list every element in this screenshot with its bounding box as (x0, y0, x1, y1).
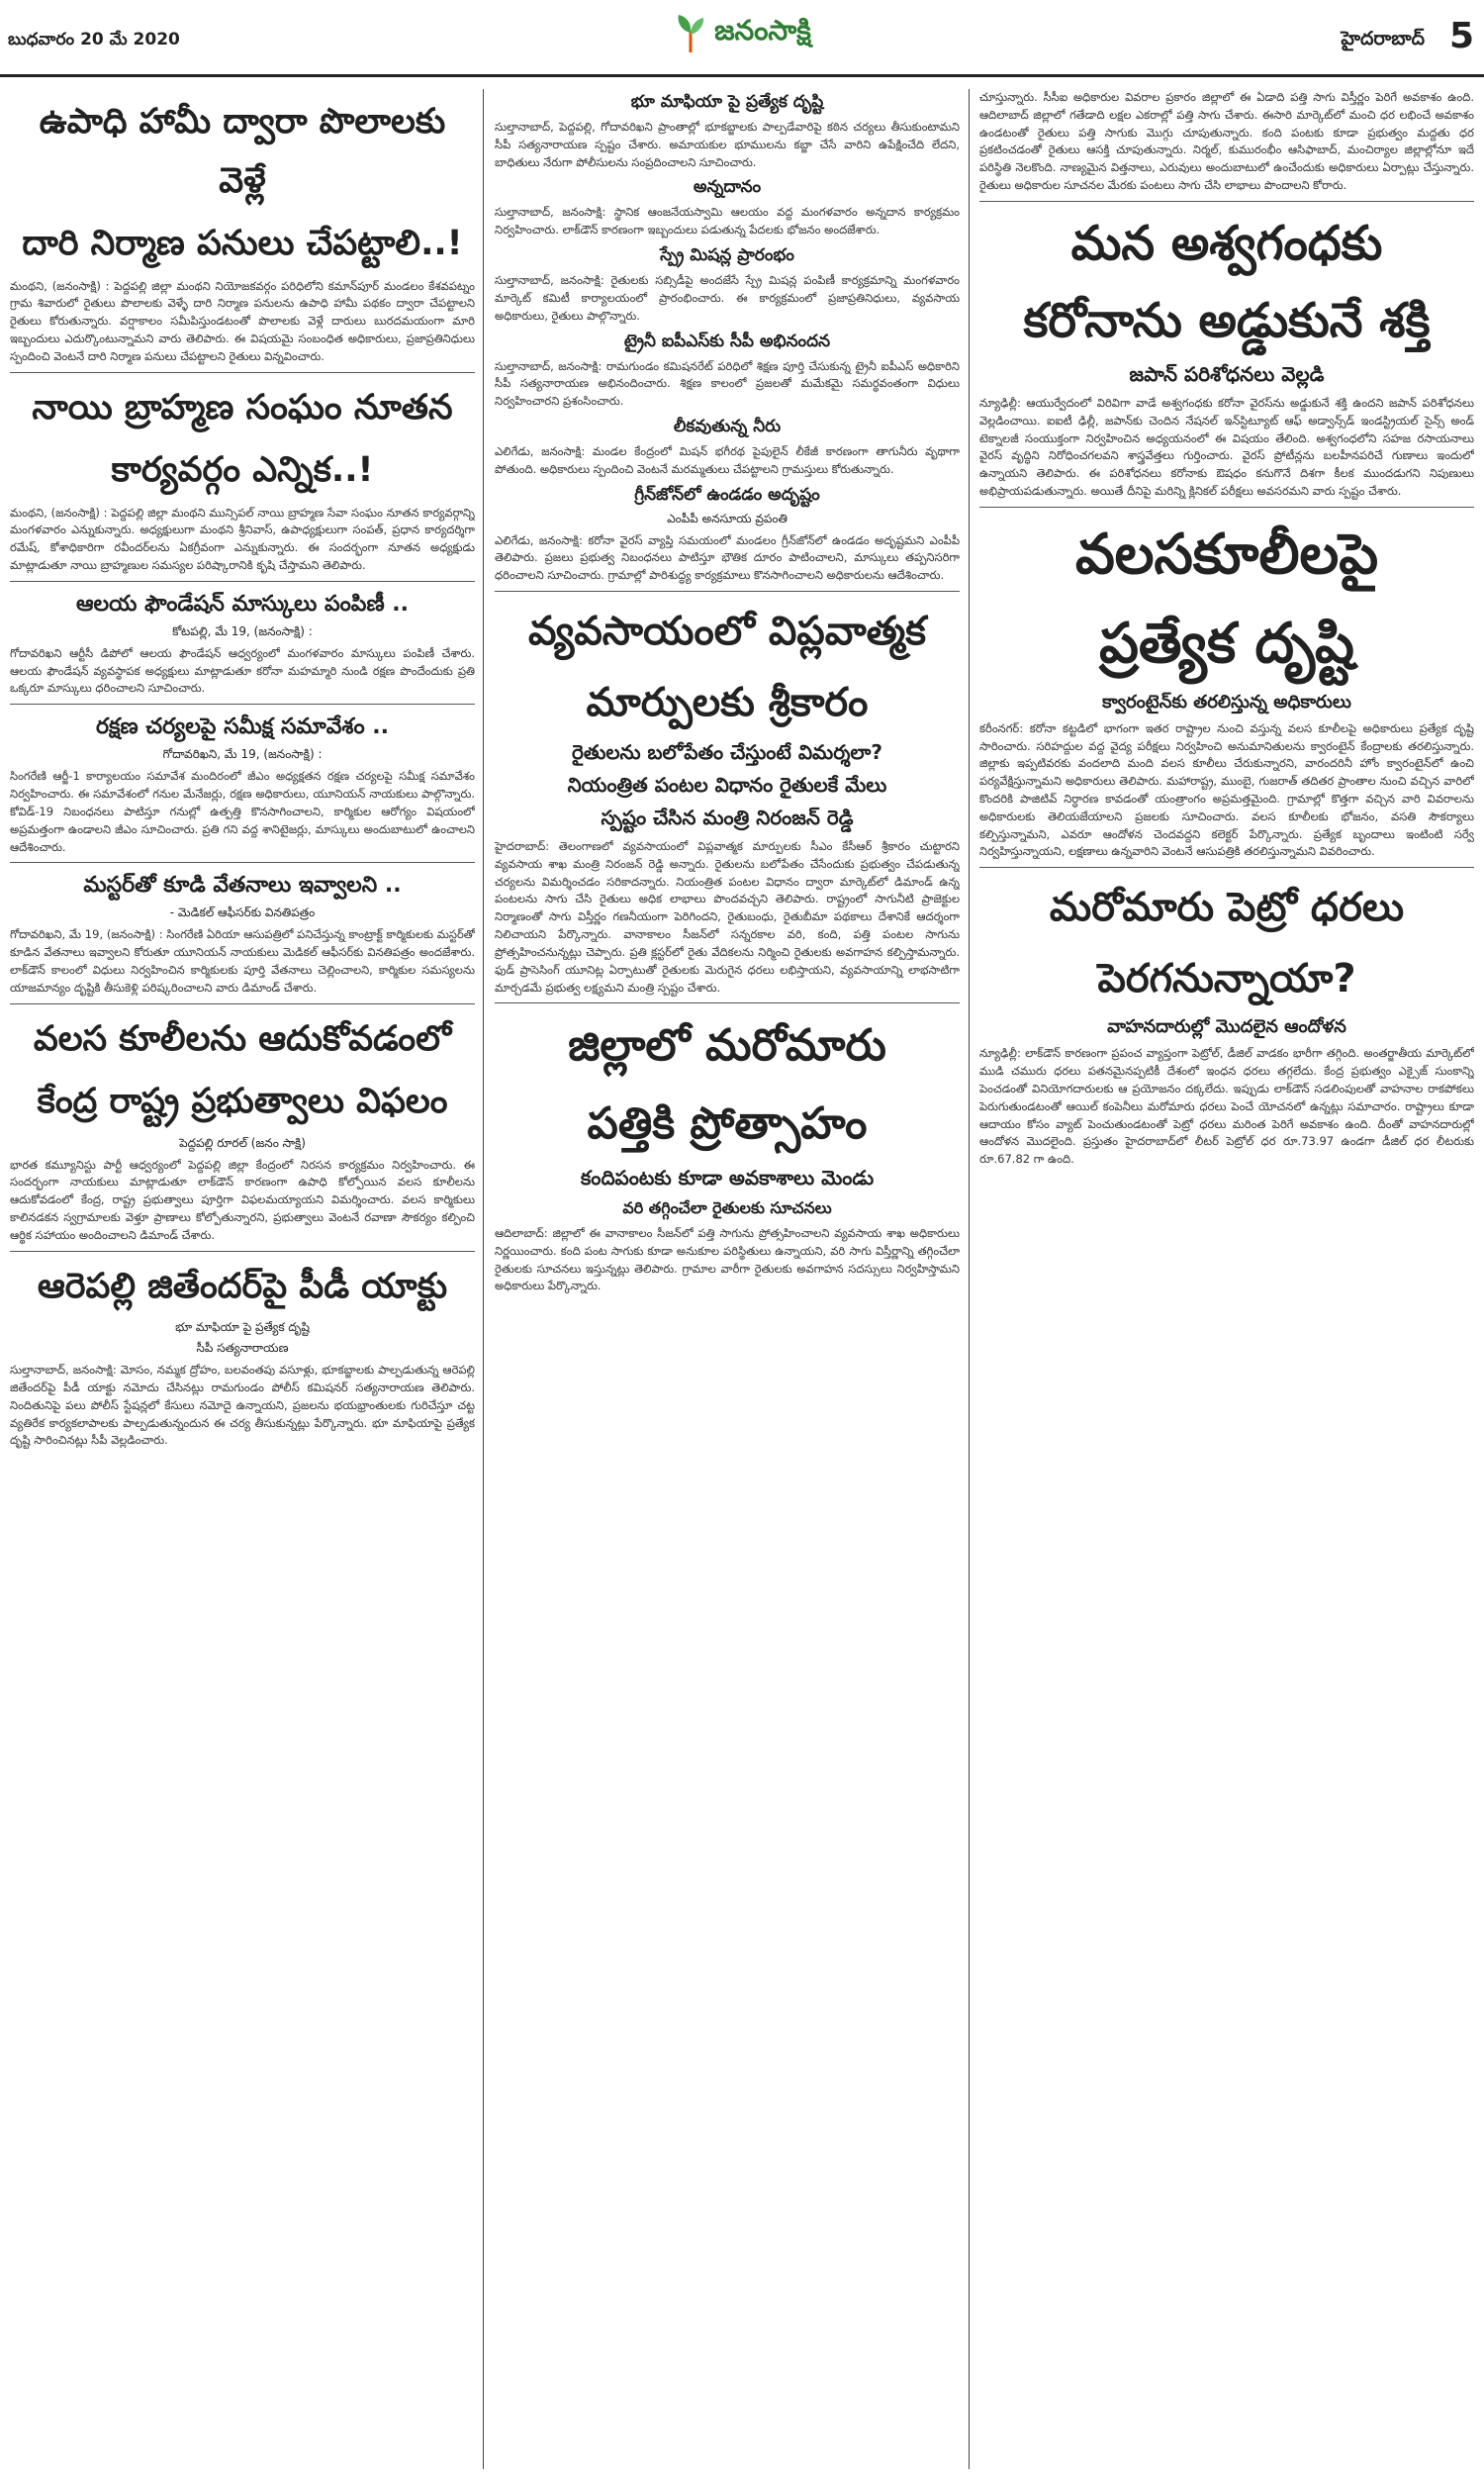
article-alaya-foundation (10, 588, 475, 698)
article-petrol-prices (979, 874, 1474, 1169)
dateline: గోదావరిఖని, మే 19, (జనంసాక్షి) : (162, 747, 323, 762)
dateline: పెద్దపల్లి రూరల్ (జనం సాక్షి) (179, 1135, 306, 1150)
divider (495, 591, 960, 592)
article-body: ఎలిగేడు, జనంసాక్షి: కరోనా వైరస్ వ్యాప్తి సమయంలో మండలం గ్రీన్‌జోన్‌లో ఉండడం అదృష్టమని ఎంపీపీ తెలిపారు. ప్రజలు ప్రభుత్వ నిబంధనలు పాటిస్తూ భౌతిక దూరం పాటించాలని, మాస్కులు తప్పనిసరిగా ధరించాలని సూచించారు. గ్రామాల్లో పారిశుద్ధ్య కార్యక్రమాలు కొనసాగించాలని అధికారులను ఆదేశించారు. (495, 532, 960, 583)
divider (979, 867, 1474, 868)
subheadline: జపాన్ పరిశోధనలు వెల్లడి (1129, 361, 1325, 386)
article-body: సుల్తానాబాద్, జనంసాక్షి: మోసం, నమ్మక ద్రోహం, బలవంతపు వసూళ్లు, భూకబ్జాలకు పాల్పడుతున్న ఆరెపల్లి జితేందర్‌పై పీడీ యాక్టు నమోదు చేసినట్లు రామగుండం పోలీస్ కమిషనర్ సత్యనారాయణ తెలిపారు. నిందితునిపై పలు పోలీస్ స్టేషన్లలో కేసులు నమోదై ఉన్నాయని, ప్రజలను భయభ్రాంతులకు గురిచేస్తూ చట్ట వ్యతిరేక కార్యకలాపాలకు పాల్పడుతున్నందున ఈ చర్య తీసుకున్నట్లు పేర్కొన్నారు. భూ మాఫియాపై ప్రత్యేక దృష్టి సారించినట్లు సీపీ వెల్లడించారు. (10, 1363, 475, 1448)
divider (10, 704, 475, 705)
article-body: న్యూఢిల్లీ: ఆయుర్వేదంలో విరివిగా వాడే అశ్వగంధకు కరోనా వైరస్‌ను అడ్డుకునే శక్తి ఉందని జపాన్ పరిశోధనలు వెల్లడించాయి. ఐఐటీ ఢిల్లీ, జపాన్‌కు చెందిన నేషనల్ ఇన్‌స్టిట్యూట్ ఆఫ్ అడ్వాన్స్‌డ్ ఇండస్ట్రియల్ సైన్స్ అండ్ టెక్నాలజీ సంయుక్తంగా నిర్వహించిన అధ్యయనంలో ఈ విషయం తేలింది. అశ్వగంధలోని సహజ రసాయనాలు వైరస్ వృద్ధిని నిరోధించగలవని శాస్త్రవేత్తలు గుర్తించారు. వైరస్ ప్రోటీన్లను బలహీనపరిచే గుణాలు ఇందులో ఉన్నాయని తెలిపారు. ఈ పరిశోధనలు కరోనాకు ఔషధం కనుగొనే దిశగా కీలక ముందడుగని నిపుణులు అభిప్రాయపడుతున్నారు. అయితే దీనిపై మరిన్ని క్లినికల్ పరీక్షలు అవసరమని వారు స్పష్టం చేశారు. (979, 395, 1474, 498)
divider (10, 581, 475, 582)
logo-text: జనంసాక్షి (714, 14, 811, 47)
article-vyavasayam (495, 598, 960, 997)
article-green-zone (495, 485, 960, 585)
headline: మన అశ్వగంధకు (1070, 215, 1383, 271)
article-body: సుల్తానాబాద్, జనంసాక్షి: రైతులకు సబ్సిడీపై అందజేసే స్ప్రే మిషన్ల పంపిణీ కార్యక్రమాన్ని మంగళవారం మార్కెట్ కమిటీ కార్యాలయంలో ప్రారంభించారు. ఈ కార్యక్రమంలో ప్రజాప్రతినిధులు, వ్యవసాయ అధికారులు, రైతులు పాల్గొన్నారు. (495, 273, 960, 323)
headline: ప్రత్యేక దృష్టి (1099, 611, 1354, 676)
divider (979, 507, 1474, 508)
headline: మస్టర్‌తో కూడి వేతనాలు ఇవ్వాలని .. (83, 873, 402, 899)
column-middle (495, 89, 960, 2469)
article-spray-machines (495, 245, 960, 325)
article-body-continued: చూస్తున్నారు. సీసీఐ అధికారుల వివరాల ప్రకారం జిల్లాలో ఈ ఏడాది పత్తి సాగు విస్తీర్ణం పెరిగే అవకాశం ఉంది. ఆదిలాబాద్ జిల్లాలో గతేడాది లక్షల ఎకరాల్లో పత్తి సాగు చేశారు. ఈసారి మార్కెట్‌లో మంచి ధర లభించే అవకాశం ఉండటంతో రైతులు పత్తి సాగుకు మొగ్గు చూపుతున్నారు. కంది పంటకు కూడా ప్రభుత్వం మద్దతు ధర ప్రకటించడంతో రైతులు ఆసక్తి చూపుతున్నారు. నిర్మల్, కుమురంభీం ఆసిఫాబాద్, మంచిర్యాల జిల్లాల్లోనూ ఇదే పరిస్థితి నెలకొంది. నాణ్యమైన విత్తనాలు, ఎరువులు అందుబాటులో ఉంచేందుకు అధికారులు ఏర్పాట్లు చేస్తున్నారు. రైతులు అధికారుల సూచనల మేరకు పంటలు సాగు చేసి లాభాలు పొందాలని కోరారు. (979, 90, 1474, 193)
article-body: సింగరేణి ఆర్జీ-1 కార్యాలయం సమావేశ మందిరంలో జీఎం అధ్యక్షతన రక్షణ చర్యలపై సమీక్ష సమావేశం నిర్వహించారు. ఈ సమావేశంలో గనుల మేనేజర్లు, రక్షణ అధికారులు, యూనియన్ నాయకులు పాల్గొన్నారు. కోవిడ్-19 నిబంధనలు పాటిస్తూ గనుల్లో ఉత్పత్తి కొనసాగించాలని, కార్మికుల ఆరోగ్యం విషయంలో అప్రమత్తంగా ఉండాలని జీఎం సూచించారు. ప్రతి గని వద్ద శానిటైజర్లు, మాస్కులు అందుబాటులో ఉంచాలని ఆదేశించారు. (10, 769, 475, 854)
headline: లీకవుతున్న నీరు (673, 416, 782, 436)
headline: నాయి బ్రాహ్మణ సంఘం నూతన (32, 387, 453, 428)
article-body: గోదావరిఖని ఆర్టీసీ డిపోలో ఆలయ ఫౌండేషన్ ఆధ్వర్యంలో మంగళవారం మాస్కులు పంపిణీ చేశారు. ఆలయ ఫౌండేషన్ వ్యవస్థాపక అధ్యక్షులు మాట్లాడుతూ కరోనా మహమ్మారి నుండి రక్షణ పొందేందుకు ప్రతి ఒక్కరూ మాస్కులు ధరించాలని సూచించారు. (10, 645, 475, 696)
headline: జిల్లాలో మరోమారు (568, 1020, 886, 1072)
article-muster-vetanalu (10, 869, 475, 997)
article-body: న్యూఢిల్లీ: లాక్‌డౌన్ కారణంగా ప్రపంచ వ్యాప్తంగా పెట్రోల్, డీజిల్ వాడకం భారీగా తగ్గింది. అంతర్జాతీయ మార్కెట్‌లో ముడి చమురు ధరలు పతనమైనప్పటికీ దేశంలో ఇంధన ధరలు తగ్గలేదు. కేంద్ర ప్రభుత్వం ఎక్సైజ్ సుంకాన్ని పెంచడంతో వినియోగదారులకు ఆ ప్రయోజనం దక్కలేదు. ఇప్పుడు లాక్‌డౌన్ సడలింపులతో వాహనాల రాకపోకలు పెరుగుతుండటంతో ఆయిల్ కంపెనీలు మరోమారు ధరలు పెంచే యోచనలో ఉన్నట్లు సమాచారం. రాష్ట్రాలు కూడా ఆదాయం కోసం వ్యాట్ పెంచుతుండటంతో పెట్రో ధరలు మరింత పెరిగే అవకాశం ఉంది. దీంతో వాహనదారుల్లో ఆందోళన మొదలైంది. ప్రస్తుతం హైదరాబాద్‌లో లీటర్ పెట్రోల్ ధర రూ.73.97 ఉండగా డీజిల్ ధర లీటరుకు రూ.67.82 గా ఉంది. (979, 1046, 1474, 1167)
headline: భూ మాఫియా పై ప్రత్యేక దృష్టి (630, 92, 824, 112)
subheadline: - మెడికల్ ఆఫీసర్‌కు వినతిపత్రం (169, 905, 316, 920)
headline: ఆరెపల్లి జితేందర్‌పై పీడీ యాక్టు (37, 1266, 448, 1306)
headline: ట్రైనీ ఐపీఎస్‌కు సీపీ అభినందన (623, 331, 831, 351)
divider (10, 862, 475, 863)
article-patti-protsaham (495, 1009, 960, 1295)
divider (979, 201, 1474, 202)
headline: మరోమారు పెట్రో ధరలు (1049, 885, 1405, 931)
headline: ఆలయ ఫౌండేషన్ మాస్కులు పంపిణీ .. (75, 591, 409, 617)
headline: కరోనాను అడ్డుకునే శక్తి (1023, 292, 1431, 348)
article-rakshana-charyalu (10, 711, 475, 856)
article-body: భారత కమ్యూనిస్టు పార్టీ ఆధ్వర్యంలో పెద్దపల్లి జిల్లా కేంద్రంలో నిరసన కార్యక్రమం నిర్వహించారు. ఈ సందర్భంగా నాయకులు మాట్లాడుతూ లాక్‌డౌన్ కారణంగా ఉపాధి కోల్పోయిన వలస కూలీలను ఆదుకోవడంలో కేంద్ర, రాష్ట్ర ప్రభుత్వాలు పూర్తిగా విఫలమయ్యాయని విమర్శించారు. వలస కార్మికులు కాలినడకన స్వగ్రామాలకు వెళ్తూ ప్రాణాలు కోల్పోతున్నారని, ప్రభుత్వాలు వెంటనే రవాణా సౌకర్యం కల్పించి ఆర్థిక సహాయం అందించాలని డిమాండ్ చేశారు. (10, 1157, 475, 1242)
column-divider (483, 89, 484, 2469)
column-right (979, 89, 1474, 2469)
article-migrant-workers (979, 514, 1474, 862)
page-number: 5 (1448, 16, 1474, 56)
divider (10, 1251, 475, 1252)
headline: వ్యవసాయంలో విప్లవాత్మక (528, 609, 926, 654)
article-body: ఆదిలాబాద్: జిల్లాలో ఈ వానాకాలం సీజన్‌లో పత్తి సాగును ప్రోత్సహించాలని వ్యవసాయ శాఖ అధికారులు నిర్ణయించారు. కంది పంట సాగుకు కూడా అనుకూల పరిస్థితులు ఉన్నాయని, వరి సాగు విస్తీర్ణాన్ని తగ్గించేలా రైతులకు సూచనలు ఇస్తున్నట్లు తెలిపారు. గ్రామాల వారీగా రైతులకు అవగాహన సదస్సులు నిర్వహిస్తామని అధికారులు పేర్కొన్నారు. (495, 1225, 960, 1293)
subheadline: క్వారంటైన్‌కు తరలిస్తున్న అధికారులు (1102, 691, 1351, 713)
headline: అన్నదానం (693, 177, 762, 198)
subheadline: ఎంపీపీ అనసూయ వ్రపంతి (667, 511, 788, 525)
headline: పత్తికి ప్రోత్సాహం (587, 1098, 868, 1150)
headline: వలస కూలీలను ఆదుకోవడంలో (33, 1018, 452, 1059)
headline: దారి నిర్మాణ పనులు చేపట్టాలి..! (22, 224, 463, 263)
divider (10, 1003, 475, 1004)
headline: గ్రీన్‌జోన్‌లో ఉండడం అదృష్టం (634, 484, 820, 505)
article-nayi-brahmana (10, 379, 475, 575)
headline: స్ప్రే మిషన్ల ప్రారంభం (660, 245, 794, 266)
newspaper-logo[interactable] (648, 4, 836, 63)
article-bhu-mafia (495, 92, 960, 171)
divider (10, 372, 475, 373)
article-valasa-kuleelu (10, 1010, 475, 1245)
article-upadhi-hami (10, 93, 475, 366)
subheadline: భూ మాఫియా పై ప్రత్యేక దృష్టి (175, 1320, 310, 1335)
subheadline: సీపీ సత్యనారాయణ (196, 1341, 289, 1356)
headline: పెరగనున్నాయా? (1097, 956, 1356, 1002)
subheadline: వరి తగ్గించేలా రైతులకు సూచనలు (622, 1197, 832, 1217)
article-body: కరీంనగర్: కరోనా కట్టడిలో భాగంగా ఇతర రాష్ట్రాల నుంచి వస్తున్న వలస కూలీలపై అధికారులు ప్రత్యేక దృష్టి సారించారు. సరిహద్దుల వద్ద వైద్య పరీక్షలు నిర్వహించి అనుమానితులను క్వారంటైన్ కేంద్రాలకు తరలిస్తున్నారు. జిల్లాకు ఇప్పటివరకు వందలాది మంది వలస కూలీలు చేరుకున్నారని, వారందరినీ హోం క్వారంటైన్‌లో ఉంచి పర్యవేక్షిస్తున్నామని అధికారులు తెలిపారు. మహారాష్ట్ర, ముంబై, గుజరాత్ తదితర ప్రాంతాల నుంచి వచ్చిన వారిలో కొందరికి పాజిటివ్ నిర్ధారణ కావడంతో యంత్రాంగం అప్రమత్తమైంది. గ్రామాల్లో కొత్తగా వచ్చిన వారి వివరాలను అధికారులకు తెలియజేయాలని ప్రజలకు సూచించారు. వలస కూలీలకు భోజనం, వసతి సౌకర్యాలు కల్పిస్తున్నామని, ఎవరూ ఆందోళన చెందవద్దని కలెక్టర్ పేర్కొన్నారు. ప్రత్యేక బృందాలు ఇంటింటి సర్వే నిర్వహిస్తున్నాయని, లక్షణాలు ఉన్నవారిని వెంటనే ఆసుపత్రికి తరలిస్తున్నామని వివరించారు. (979, 720, 1474, 859)
headline: రక్షణ చర్యలపై సమీక్ష సమావేశం .. (95, 714, 390, 740)
headline: కేంద్ర రాష్ట్ర ప్రభుత్వాలు విఫలం (37, 1082, 448, 1122)
issue-date: బుధవారం 20 మే 2020 (8, 30, 180, 49)
headline: వలసకూలీలపై (1074, 522, 1379, 587)
subheadline: వాహనదారుల్లో మొదలైన ఆందోళన (1107, 1016, 1346, 1038)
article-body: ఎలిగేడు, జనంసాక్షి: మండల కేంద్రంలో మిషన్ భగీరథ పైపులైన్ లీకేజీ కారణంగా తాగునీరు వృథాగా పోతుంది. అధికారులు స్పందించి వెంటనే మరమ్మతులు చేపట్టాలని గ్రామస్తులు కోరుతున్నారు. (495, 443, 960, 476)
subheadline: నియంత్రిత పంటల విధానం రైతులకే మేలు (567, 773, 887, 797)
article-trainee-ips (495, 332, 960, 411)
article-body: మంథని, (జనంసాక్షి) : పెద్దపల్లి జిల్లా మంథని నియోజకవర్గం పరిధిలోని కమాన్‌పూర్ మండలం కేశవపట్నం గ్రామ శివారులో రైతులు పొలాలకు వెళ్ళే దారి నిర్మాణ పనులను ఉపాధి హామీ పథకం ద్వారా చేపట్టాలని రైతులు కోరుతున్నారు. వర్షాకాలం సమీపిస్తుండటంతో పొలాలకు వెళ్లే దారులు బురదమయంగా మారి ఇబ్బందులు ఎదుర్కొంటున్నామని వారు తెలిపారు. ఈ విషయమై సంబంధిత అధికారులు, ప్రజాప్రతినిధులు స్పందించి వెంటనే దారి నిర్మాణ పనులు చేపట్టాలని రైతులు విన్నవించారు. (10, 278, 475, 363)
article-leaking-water (495, 417, 960, 479)
edition-city: హైదరాబాద్ (1341, 28, 1425, 49)
headline: మార్పులకు శ్రీకారం (586, 680, 869, 725)
article-body: హైదరాబాద్: తెలంగాణలో వ్యవసాయంలో విప్లవాత్మక మార్పులకు సీఎం కేసీఆర్ శ్రీకారం చుట్టారని వ్యవసాయ శాఖ మంత్రి నిరంజన్ రెడ్డి అన్నారు. రైతులను బలోపేతం చేసేందుకు ప్రభుత్వం చేపడుతున్న చర్యలను విమర్శించడం సరికాదన్నారు. నియంత్రిత పంటల విధానం ద్వారా మార్కెట్‌లో డిమాండ్ ఉన్న పంటలను సాగు చేసి రైతులు అధిక లాభాలు పొందవచ్చని తెలిపారు. రాష్ట్రంలో సాగునీటి ప్రాజెక్టుల నిర్మాణంతో సాగు విస్తీర్ణం గణనీయంగా పెరిగిందని, రైతుబంధు, రైతుబీమా పథకాలు దేశానికే ఆదర్శంగా నిలిచాయని పేర్కొన్నారు. వానాకాలం సీజన్‌లో సన్నరకాల వరి, కంది, పత్తి పంటల సాగును ప్రోత్సహించనున్నట్లు చెప్పారు. ప్రతి క్లస్టర్‌లో రైతు వేదికలను నిర్మించి రైతులకు అవగాహన కల్పిస్తామన్నారు. ఫుడ్ ప్రాసెసింగ్ యూనిట్ల ఏర్పాటుతో రైతులకు మెరుగైన ధరలు లభిస్తాయని, వ్యవసాయాన్ని లాభసాటిగా మార్చడమే ప్రభుత్వ లక్ష్యమని మంత్రి స్పష్టం చేశారు. (495, 839, 960, 995)
article-annadanam (495, 177, 960, 239)
article-body: సుల్తానాబాద్, పెద్దపల్లి, గోదావరిఖని ప్రాంతాల్లో భూకబ్జాలకు పాల్పడేవారిపై కఠిన చర్యలు తీసుకుంటామని సీపీ సత్యనారాయణ స్పష్టం చేశారు. అమాయకుల భూములను కబ్జా చేసే వారిని ఉపేక్షించేది లేదని, బాధితులు నేరుగా పోలీసులను సంప్రదించాలని సూచించారు. (495, 120, 960, 169)
headline: కార్యవర్గం ఎన్నిక..! (111, 450, 374, 491)
article-body: గోదావరిఖని, మే 19, (జనంసాక్షి) : సింగరేణి ఏరియా ఆసుపత్రిలో పనిచేస్తున్న కాంట్రాక్ట్ కార్మికులకు మస్టర్‌తో కూడిన వేతనాలు ఇవ్వాలని కోరుతూ యూనియన్ నాయకులు మెడికల్ ఆఫీసర్‌కు వినతిపత్రం అందజేశారు. లాక్‌డౌన్ కాలంలో విధులు నిర్వహించిన కార్మికులకు పూర్తి వేతనాలు చెల్లించాలని, కార్మికుల సమస్యలను యాజమాన్యం దృష్టికి తీసుకెళ్లి పరిష్కరించాలని వారు డిమాండ్ చేశారు. (10, 927, 475, 995)
subheadline: రైతులను బలోపేతం చేస్తుంటే విమర్శలా? (572, 740, 882, 764)
masthead (0, 0, 1484, 77)
subheadline: స్పష్టం చేసిన మంత్రి నిరంజన్ రెడ్డి (601, 806, 854, 829)
article-body: సుల్తానాబాద్, జనంసాక్షి: రామగుండం కమిషనరేట్ పరిధిలో శిక్షణ పూర్తి చేసుకున్న ట్రైనీ ఐపీఎస్ అధికారిని సీపీ సత్యనారాయణ అభినందించారు. శిక్షణ కాలంలో ప్రజలతో మమేకమై సమర్థవంతంగా విధులు నిర్వహించారని ప్రశంసించారు. (495, 358, 960, 409)
article-ashwagandha (979, 208, 1474, 501)
column-divider (969, 89, 970, 2469)
sprout-icon (673, 13, 708, 54)
dateline: కోటపల్లి, మే 19, (జనంసాక్షి) : (172, 623, 313, 638)
article-body: సుల్తానాబాద్, జనంసాక్షి: స్థానిక ఆంజనేయస్వామి ఆలయం వద్ద మంగళవారం అన్నదాన కార్యక్రమం నిర్వహించారు. లాక్‌డౌన్ కారణంగా ఇబ్బందులు పడుతున్న పేదలకు భోజనం అందజేశారు. (495, 205, 960, 238)
column-left (10, 89, 475, 2469)
subheadline: కందిపంటకు కూడా అవకాశాలు మెండు (580, 1165, 875, 1190)
article-pd-act (10, 1258, 475, 1451)
divider (495, 1002, 960, 1003)
article-body: మంథని, (జనంసాక్షి) : పెద్దపల్లి జిల్లా మంథని మున్సిపల్ నాయి బ్రాహ్మణ సేవా సంఘం నూతన కార్యవర్గాన్ని మంగళవారం ఎన్నుకున్నారు. అధ్యక్షులుగా మంథని శ్రీనివాస్, ఉపాధ్యక్షులుగా సంపత్, ప్రధాన కార్యదర్శిగా రమేష్, కోశాధికారిగా రవీందర్‌లను ఏకగ్రీవంగా ఎన్నుకున్నారు. ఈ సందర్భంగా నూతన అధ్యక్షుడు మాట్లాడుతూ నాయి బ్రాహ్మణుల సమస్యల పరిష్కారానికి కృషి చేస్తామని తెలిపారు. (10, 505, 475, 572)
headline: ఉపాధి హామీ ద్వారా పొలాలకు వెళ్లే (39, 102, 446, 201)
